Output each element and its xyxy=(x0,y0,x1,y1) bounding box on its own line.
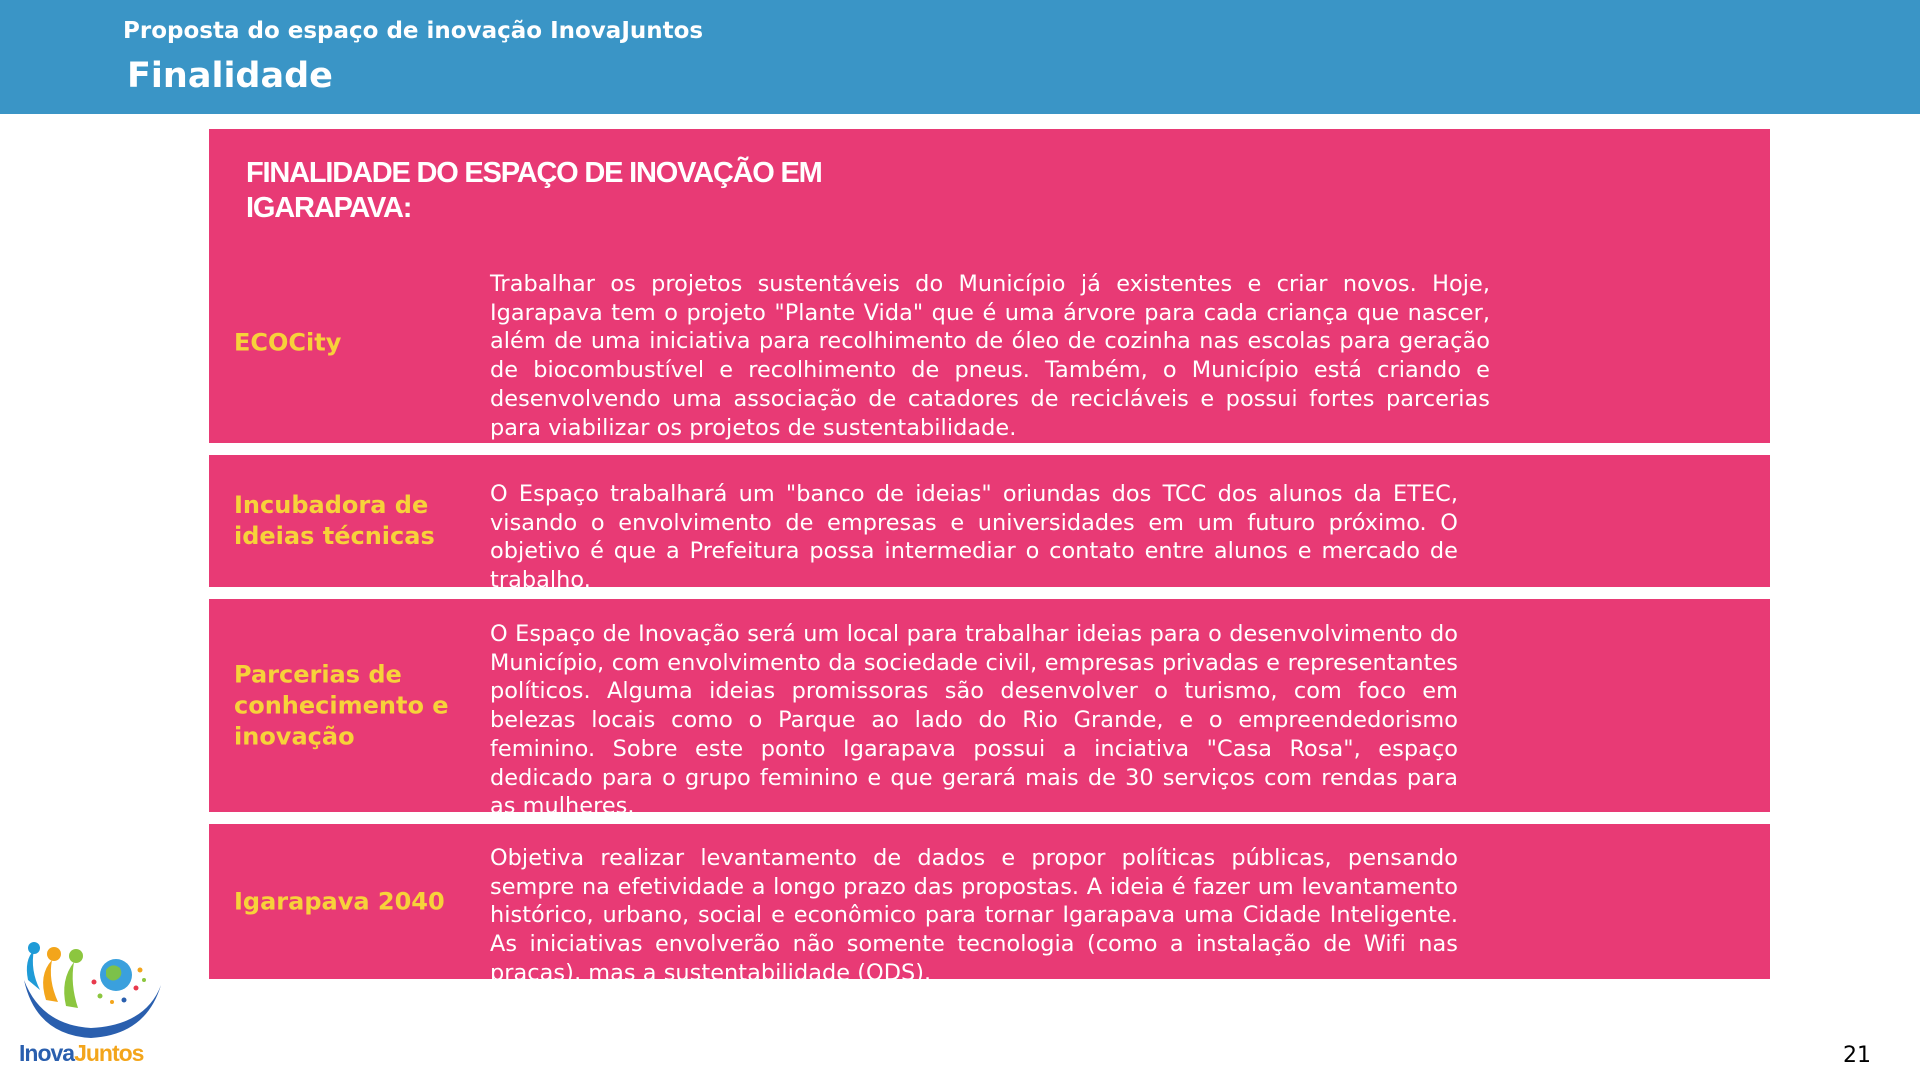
row-ecocity xyxy=(209,271,1770,441)
content-box-parcerias xyxy=(209,599,1770,820)
page-title: Finalidade xyxy=(127,56,333,96)
page-number: 21 xyxy=(1843,1043,1871,1068)
row-text: O Espaço trabalhará um "banco de ideias" oriundas dos TCC dos alunos da ETEC, visando o envolvimento de empresas e universidades em um futuro próximo. O objetivo é que a Prefeitura possa intermediar o contato entre alunos e mercado de trabalho. xyxy=(490,481,1458,594)
row-label: Parcerias de conhecimento e inovação xyxy=(234,660,449,750)
row-label: Incubadora de ideias técnicas xyxy=(234,491,435,550)
content-box-incubadora xyxy=(209,455,1770,594)
row-label: Igarapava 2040 xyxy=(234,887,445,915)
row-text: Objetiva realizar levantamento de dados e propor políticas públicas, pensando sempre na efetividade a longo prazo das propostas. A ideia é fazer um levantamento histórico, urbano, social e econômico para tornar Igarapava uma Cidade Inteligente. As iniciativas envolverão não somente tecnologia (como a instalação de Wifi nas praças), mas a sustentabilidade (ODS). xyxy=(490,845,1458,986)
row-text: O Espaço de Inovação será um local para trabalhar ideias para o desenvolvimento do Município, com envolvimento da sociedade civil, empresas privadas e representantes políticos. Alguma ideias promissoras são desenvolver o turismo, com foco em belezas locais como o Parque ao lado do Rio Grande, e o empreendedorismo feminino. Sobre este ponto Igarapava possui a inciativa "Casa Rosa", espaço dedicado para o grupo feminino e que gerará mais de 30 serviços com rendas para as mulheres. xyxy=(490,621,1458,820)
content-box-ecocity xyxy=(209,129,1770,443)
row-text: Trabalhar os projetos sustentáveis do Município já existentes e criar novos. Hoje, Igarapava tem o projeto "Plante Vida" que é uma árvore para cada criança que nascer, além de uma iniciativa para recolhimento de óleo de cozinha nas escolas para geração de biocombustível e recolhimento de pneus. Também, o Município está criando e desenvolvendo uma associação de catadores de recicláveis e possui fortes parcerias para viabilizar os projetos de sustentabilidade. xyxy=(490,271,1490,441)
content-box-igarapava-2040 xyxy=(209,824,1770,986)
inovajuntos-logo xyxy=(16,940,166,1066)
section-heading: FINALIDADE DO ESPAÇO DE INOVAÇÃO EM IGARAPAVA: xyxy=(246,157,822,224)
header-bar xyxy=(0,0,1920,114)
row-label: ECOCity xyxy=(234,328,342,357)
logo-icon xyxy=(16,940,166,1040)
logo-wordmark: InovaJuntos xyxy=(19,1040,144,1066)
presentation-subtitle: Proposta do espaço de inovação InovaJuntos xyxy=(123,18,704,44)
